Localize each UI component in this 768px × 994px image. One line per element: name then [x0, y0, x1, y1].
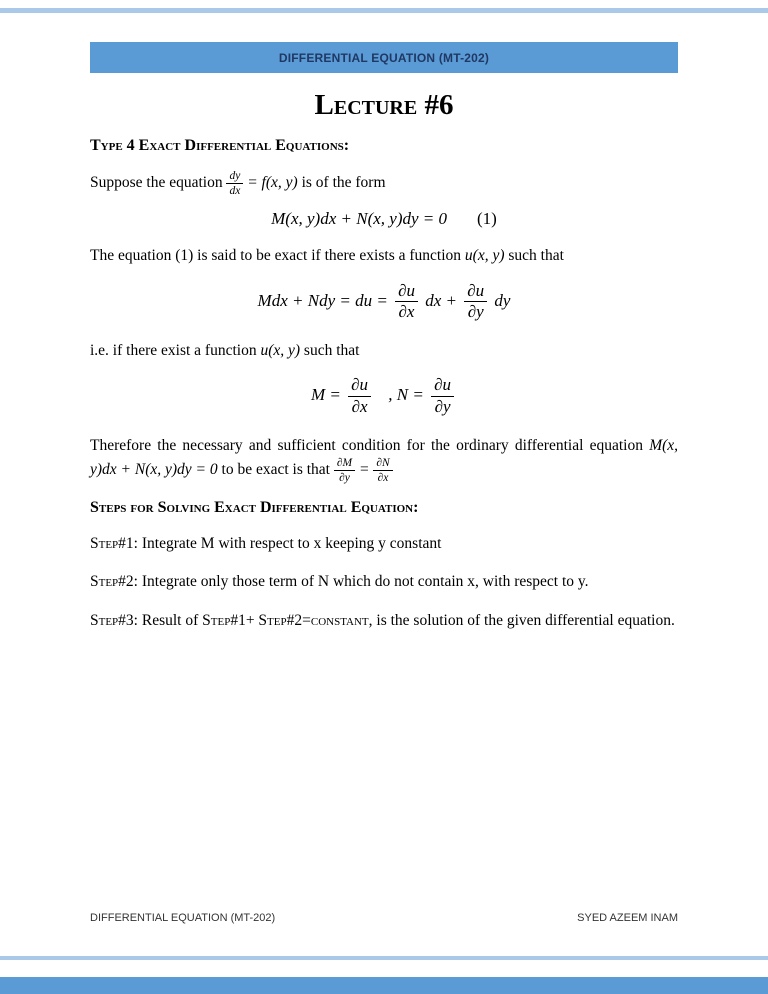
exactness-text-tail: such that — [508, 247, 564, 265]
fraction-du-dx — [348, 376, 371, 416]
intro-paragraph — [90, 170, 678, 197]
equation-1-number: (1) — [477, 209, 497, 229]
condition-equals: = — [359, 461, 370, 479]
fraction-denominator: ∂x — [351, 397, 368, 417]
fraction-du-dx — [395, 282, 418, 322]
step-2-label: Step#2: — [90, 573, 138, 591]
step-2-text: Integrate only those term of N which do not contain x, with respect to y. — [141, 573, 589, 591]
exactness-text: The equation (1) is said to be exact if there exists a function — [90, 247, 462, 265]
footer-author: SYED AZEEM INAM — [577, 912, 678, 924]
fraction-dM-dy — [334, 457, 355, 484]
step-3-smallcaps: Step#1+ Step#2=constant — [202, 611, 369, 629]
condition-paragraph — [90, 434, 678, 484]
step-1-label: Step#1: — [90, 535, 138, 553]
section-heading-type4: Type 4 Exact Differential Equations: — [90, 137, 350, 155]
fraction-numerator: ∂u — [431, 376, 454, 397]
fraction-numerator: ∂N — [373, 457, 392, 471]
step-1 — [90, 532, 678, 555]
page-bottom-border — [0, 956, 768, 960]
fraction-numerator: ∂M — [334, 457, 355, 471]
fraction-denominator: dx — [229, 185, 241, 198]
equation-m: M = — [310, 385, 341, 405]
equation-tail: dy — [494, 290, 511, 310]
equation-mid: dx + — [425, 290, 457, 310]
page-top-border — [0, 8, 768, 13]
condition-math: M(x, y)dx + N(x, y)dy = 0 — [90, 436, 679, 479]
step-3-text: Result of — [141, 611, 199, 629]
fraction-denominator: ∂y — [339, 472, 350, 485]
fraction-numerator: ∂u — [395, 282, 418, 303]
ie-text: i.e. if there exist a function — [90, 342, 257, 360]
step-3-text-tail: , is the solution of the given differential equation. — [368, 611, 675, 629]
equation-total-differential — [90, 280, 678, 324]
section-heading-steps: Steps for Solving Exact Differential Equation: — [90, 499, 419, 517]
intro-math: = f(x, y) — [247, 174, 298, 192]
page-footer — [90, 912, 678, 924]
ie-math: u(x, y) — [260, 342, 301, 360]
course-title: DIFFERENTIAL EQUATION (MT-202) — [278, 50, 490, 65]
fraction-denominator: ∂x — [377, 472, 389, 485]
exactness-paragraph — [90, 244, 678, 267]
ie-paragraph — [90, 339, 678, 362]
fraction-du-dy — [431, 376, 454, 416]
ie-text-tail: such that — [303, 342, 360, 360]
fraction-numerator: ∂u — [348, 376, 371, 397]
condition-text-mid: to be exact is that — [221, 461, 330, 479]
exactness-math: u(x, y) — [464, 247, 505, 265]
fraction-denominator: ∂y — [434, 397, 451, 417]
equation-1 — [90, 209, 678, 229]
fraction-dy-dx — [226, 170, 243, 197]
header-banner — [90, 42, 678, 73]
step-3 — [90, 609, 678, 632]
equation-n: , N = — [388, 385, 424, 405]
step-3-label: Step#3: — [90, 611, 138, 629]
intro-text: Suppose the equation — [90, 174, 223, 192]
fraction-numerator: ∂u — [464, 282, 487, 303]
footer-course: DIFFERENTIAL EQUATION (MT-202) — [90, 912, 276, 924]
page-content — [90, 42, 678, 632]
step-2 — [90, 570, 678, 593]
equation-lhs: Mdx + Ndy = du = — [257, 290, 388, 310]
fraction-du-dy — [464, 282, 487, 322]
bottom-blue-bar — [0, 977, 768, 994]
equation-mn-partials — [90, 374, 678, 418]
fraction-denominator: ∂x — [398, 302, 415, 322]
fraction-denominator: ∂y — [467, 302, 484, 322]
equation-1-body: M(x, y)dx + N(x, y)dy = 0 — [271, 209, 448, 229]
intro-text-tail: is of the form — [301, 174, 386, 192]
condition-text: Therefore the necessary and sufficient condition for the ordinary differential equation — [90, 436, 643, 454]
lecture-title: Lecture #6 — [314, 89, 454, 121]
fraction-dN-dx — [373, 457, 392, 484]
step-1-text: Integrate M with respect to x keeping y constant — [141, 535, 442, 553]
fraction-numerator: dy — [226, 170, 243, 184]
